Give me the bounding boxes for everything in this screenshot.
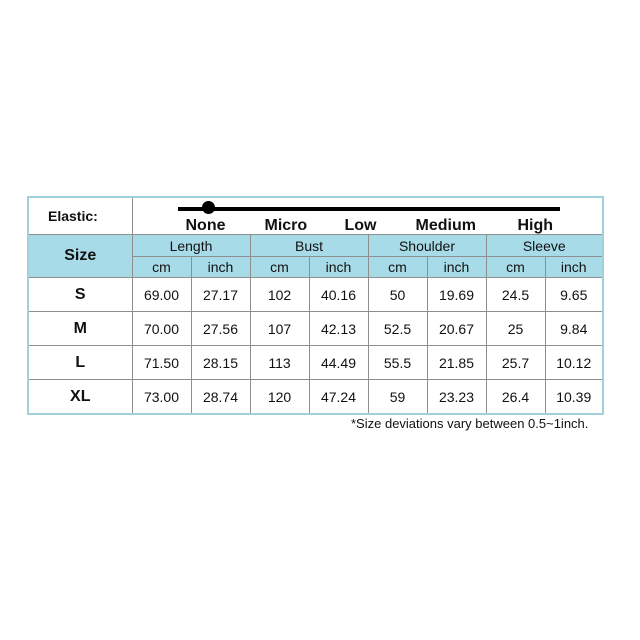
table-cell: 59 — [368, 380, 427, 415]
table-cell: 70.00 — [132, 312, 191, 346]
table-row — [28, 278, 603, 312]
group-header-length: Length — [132, 235, 250, 257]
table-cell: 10.39 — [545, 380, 603, 415]
table-cell: 20.67 — [427, 312, 486, 346]
elastic-level-medium: Medium — [415, 217, 476, 234]
table-cell: 52.5 — [368, 312, 427, 346]
elastic-track — [178, 207, 561, 211]
table-cell: 44.49 — [309, 346, 368, 380]
table-cell: 55.5 — [368, 346, 427, 380]
elastic-level-none: None — [185, 217, 226, 234]
unit-header: inch — [191, 257, 250, 278]
table-cell: 47.24 — [309, 380, 368, 415]
table-cell: 42.13 — [309, 312, 368, 346]
unit-header: inch — [545, 257, 603, 278]
size-label: L — [28, 346, 132, 380]
size-header: Size — [28, 235, 132, 278]
table-row — [28, 380, 603, 415]
elastic-scale — [132, 197, 603, 235]
size-chart — [27, 196, 602, 415]
unit-header: cm — [132, 257, 191, 278]
header-row-groups — [28, 235, 603, 257]
elastic-level-micro: Micro — [264, 217, 308, 234]
size-label: XL — [28, 380, 132, 415]
unit-header: cm — [368, 257, 427, 278]
unit-header: inch — [309, 257, 368, 278]
table-cell: 120 — [250, 380, 309, 415]
table-cell: 71.50 — [132, 346, 191, 380]
size-table — [27, 196, 604, 415]
table-cell: 102 — [250, 278, 309, 312]
group-header-shoulder: Shoulder — [368, 235, 486, 257]
size-deviation-note: *Size deviations vary between 0.5~1inch. — [351, 416, 589, 431]
elastic-level-low: Low — [344, 217, 377, 234]
table-cell: 113 — [250, 346, 309, 380]
table-cell: 21.85 — [427, 346, 486, 380]
table-cell: 26.4 — [486, 380, 545, 415]
size-label: S — [28, 278, 132, 312]
table-row — [28, 312, 603, 346]
unit-header: inch — [427, 257, 486, 278]
unit-header: cm — [250, 257, 309, 278]
table-cell: 69.00 — [132, 278, 191, 312]
table-cell: 25.7 — [486, 346, 545, 380]
elastic-levels — [133, 217, 603, 235]
elastic-label: Elastic: — [28, 197, 132, 235]
table-cell: 28.74 — [191, 380, 250, 415]
table-cell: 19.69 — [427, 278, 486, 312]
group-header-bust: Bust — [250, 235, 368, 257]
table-cell: 40.16 — [309, 278, 368, 312]
table-cell: 23.23 — [427, 380, 486, 415]
elastic-row — [28, 197, 603, 235]
table-cell: 27.56 — [191, 312, 250, 346]
elastic-indicator-icon — [202, 201, 215, 214]
table-cell: 10.12 — [545, 346, 603, 380]
table-cell: 50 — [368, 278, 427, 312]
table-cell: 9.84 — [545, 312, 603, 346]
table-cell: 28.15 — [191, 346, 250, 380]
table-row — [28, 346, 603, 380]
table-cell: 24.5 — [486, 278, 545, 312]
unit-header: cm — [486, 257, 545, 278]
table-cell: 9.65 — [545, 278, 603, 312]
table-cell: 27.17 — [191, 278, 250, 312]
table-cell: 25 — [486, 312, 545, 346]
group-header-sleeve: Sleeve — [486, 235, 603, 257]
table-cell: 107 — [250, 312, 309, 346]
table-cell: 73.00 — [132, 380, 191, 415]
elastic-level-high: High — [517, 217, 554, 234]
size-label: M — [28, 312, 132, 346]
